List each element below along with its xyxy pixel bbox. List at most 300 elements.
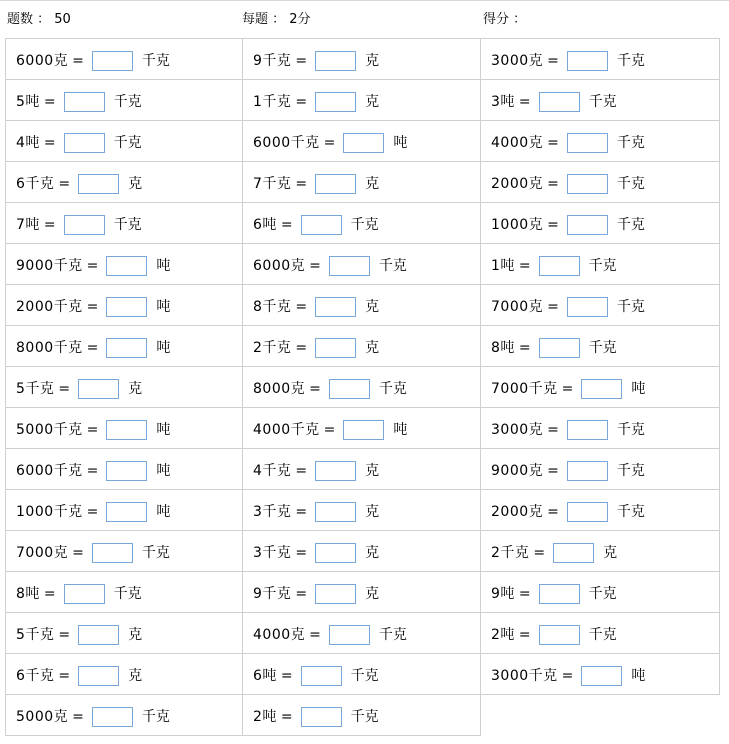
equals-sign: = (518, 340, 531, 356)
answer-input[interactable] (315, 338, 356, 358)
target-unit: 吨 (156, 504, 171, 520)
answer-input[interactable] (539, 256, 580, 276)
answer-input[interactable] (78, 666, 119, 686)
answer-input[interactable] (301, 215, 342, 235)
question-cell (481, 572, 720, 613)
question-cell (243, 244, 481, 285)
question-quantity: 8000克 (253, 381, 306, 397)
target-unit: 吨 (156, 258, 171, 274)
target-unit: 吨 (631, 668, 646, 684)
question-line (253, 51, 379, 71)
target-unit: 千克 (113, 94, 142, 110)
question-quantity: 3000克 (491, 53, 544, 69)
question-cell (481, 654, 720, 695)
equals-sign: = (86, 504, 99, 520)
question-quantity: 8吨 (16, 586, 40, 602)
equals-sign: = (518, 258, 531, 274)
question-line (16, 666, 142, 686)
answer-input[interactable] (106, 338, 147, 358)
answer-input[interactable] (106, 420, 147, 440)
question-quantity: 2000千克 (16, 299, 83, 315)
equals-sign: = (295, 545, 308, 561)
answer-input[interactable] (329, 625, 370, 645)
target-unit: 千克 (588, 627, 617, 643)
question-cell (243, 326, 481, 367)
question-cell (5, 613, 243, 654)
target-unit: 千克 (378, 258, 407, 274)
equals-sign: = (72, 709, 84, 725)
equals-sign: = (72, 53, 84, 69)
question-quantity: 4吨 (16, 135, 40, 151)
equals-sign: = (547, 53, 559, 69)
equals-sign: = (86, 422, 99, 438)
question-line (253, 461, 379, 481)
target-unit: 克 (365, 586, 380, 602)
equals-sign: = (309, 627, 321, 643)
question-quantity: 1吨 (491, 258, 515, 274)
answer-input[interactable] (567, 297, 608, 317)
question-cell (481, 531, 720, 572)
question-quantity: 2000克 (491, 176, 544, 192)
answer-input[interactable] (92, 51, 133, 71)
question-line (253, 707, 379, 727)
question-quantity: 6000千克 (253, 135, 320, 151)
question-line (16, 338, 170, 358)
equals-sign: = (58, 176, 71, 192)
question-quantity: 4千克 (253, 463, 292, 479)
question-quantity: 5000克 (16, 709, 69, 725)
question-line (253, 543, 379, 563)
answer-input[interactable] (567, 174, 608, 194)
answer-input[interactable] (315, 461, 356, 481)
question-line (491, 461, 645, 481)
answer-input[interactable] (315, 584, 356, 604)
answer-input[interactable] (567, 133, 608, 153)
question-quantity: 3000克 (491, 422, 544, 438)
question-quantity: 5吨 (16, 94, 40, 110)
target-unit: 千克 (616, 217, 645, 233)
question-cell (5, 326, 243, 367)
equals-sign: = (295, 586, 308, 602)
question-cell (481, 39, 720, 80)
question-quantity: 9千克 (253, 53, 292, 69)
question-line (253, 625, 407, 645)
target-unit: 千克 (141, 53, 170, 69)
question-quantity: 6000克 (253, 258, 306, 274)
question-cell (5, 80, 243, 121)
question-line (16, 625, 142, 645)
question-line (253, 584, 379, 604)
question-quantity: 2吨 (491, 627, 515, 643)
answer-input[interactable] (315, 502, 356, 522)
answer-input[interactable] (78, 174, 119, 194)
answer-input[interactable] (329, 256, 370, 276)
points-per-question-label: 每题 ： 2分 (242, 12, 311, 27)
answer-input[interactable] (78, 625, 119, 645)
target-unit: 吨 (393, 422, 408, 438)
question-cell (481, 203, 720, 244)
target-unit: 千克 (616, 176, 645, 192)
answer-input[interactable] (343, 133, 384, 153)
target-unit: 克 (365, 545, 380, 561)
answer-input[interactable] (64, 133, 105, 153)
equals-sign: = (561, 381, 574, 397)
answer-input[interactable] (106, 256, 147, 276)
equals-sign: = (280, 668, 293, 684)
question-cell (481, 162, 720, 203)
question-cell (243, 80, 481, 121)
question-quantity: 9千克 (253, 586, 292, 602)
question-cell (243, 695, 481, 736)
question-quantity: 8吨 (491, 340, 515, 356)
question-quantity: 6吨 (253, 668, 277, 684)
target-unit: 克 (128, 381, 143, 397)
equals-sign: = (323, 422, 336, 438)
question-cell (481, 408, 720, 449)
answer-input[interactable] (539, 92, 580, 112)
target-unit: 克 (128, 668, 143, 684)
question-quantity: 6千克 (16, 176, 55, 192)
target-unit: 千克 (141, 709, 170, 725)
question-cell (243, 203, 481, 244)
question-cell (481, 490, 720, 531)
equals-sign: = (43, 94, 56, 110)
target-unit: 吨 (393, 135, 408, 151)
question-quantity: 2千克 (491, 545, 530, 561)
answer-input[interactable] (92, 707, 133, 727)
question-line (491, 543, 617, 563)
target-unit: 克 (365, 94, 380, 110)
equals-sign: = (86, 340, 99, 356)
equals-sign: = (547, 463, 559, 479)
question-line (491, 338, 617, 358)
question-cell (243, 449, 481, 490)
question-cell (5, 531, 243, 572)
equals-sign: = (547, 299, 559, 315)
question-line (253, 379, 407, 399)
question-quantity: 7000克 (491, 299, 544, 315)
question-cell (5, 490, 243, 531)
question-line (16, 502, 170, 522)
target-unit: 吨 (156, 299, 171, 315)
target-unit: 克 (365, 340, 380, 356)
equals-sign: = (518, 94, 531, 110)
question-line (491, 420, 645, 440)
answer-input[interactable] (106, 297, 147, 317)
target-unit: 吨 (156, 463, 171, 479)
question-line (16, 133, 142, 153)
question-line (491, 215, 645, 235)
target-unit: 克 (365, 463, 380, 479)
question-line (253, 297, 379, 317)
answer-input[interactable] (567, 461, 608, 481)
question-line (491, 379, 645, 399)
question-cell (243, 613, 481, 654)
question-cell (5, 162, 243, 203)
question-cell (5, 285, 243, 326)
question-cell (5, 121, 243, 162)
answer-input[interactable] (106, 502, 147, 522)
answer-input[interactable] (539, 625, 580, 645)
equals-sign: = (323, 135, 336, 151)
question-cell (481, 80, 720, 121)
equals-sign: = (58, 627, 71, 643)
question-cell (243, 285, 481, 326)
question-cell (5, 367, 243, 408)
target-unit: 千克 (616, 422, 645, 438)
question-cell (243, 572, 481, 613)
question-cell (5, 39, 243, 80)
question-cell (5, 654, 243, 695)
question-line (16, 297, 170, 317)
question-quantity: 6吨 (253, 217, 277, 233)
question-quantity: 3吨 (491, 94, 515, 110)
question-quantity: 9000克 (491, 463, 544, 479)
answer-input[interactable] (539, 584, 580, 604)
question-quantity: 9000千克 (16, 258, 83, 274)
answer-input[interactable] (64, 92, 105, 112)
answer-input[interactable] (315, 51, 356, 71)
question-cell (243, 531, 481, 572)
question-cell (5, 203, 243, 244)
target-unit: 千克 (378, 381, 407, 397)
question-cell (481, 449, 720, 490)
target-unit: 吨 (631, 381, 646, 397)
equals-sign: = (295, 176, 308, 192)
target-unit: 千克 (113, 217, 142, 233)
target-unit: 千克 (113, 135, 142, 151)
question-line (491, 666, 645, 686)
question-quantity: 7000克 (16, 545, 69, 561)
equals-sign: = (43, 135, 56, 151)
question-line (491, 584, 617, 604)
target-unit: 克 (365, 176, 380, 192)
equals-sign: = (72, 545, 84, 561)
question-cell (243, 121, 481, 162)
target-unit: 千克 (350, 709, 379, 725)
target-unit: 千克 (616, 463, 645, 479)
target-unit: 千克 (616, 299, 645, 315)
equals-sign: = (295, 463, 308, 479)
question-cell (243, 490, 481, 531)
question-quantity: 2000克 (491, 504, 544, 520)
answer-input[interactable] (343, 420, 384, 440)
target-unit: 千克 (141, 545, 170, 561)
equals-sign: = (518, 586, 531, 602)
question-line (491, 133, 645, 153)
equals-sign: = (295, 340, 308, 356)
answer-input[interactable] (64, 215, 105, 235)
question-line (253, 215, 379, 235)
target-unit: 克 (365, 53, 380, 69)
question-line (253, 174, 379, 194)
question-quantity: 6千克 (16, 668, 55, 684)
equals-sign: = (561, 668, 574, 684)
question-cell (243, 654, 481, 695)
answer-input[interactable] (567, 420, 608, 440)
equals-sign: = (295, 53, 308, 69)
question-line (253, 256, 407, 276)
answer-input[interactable] (567, 215, 608, 235)
question-cell (5, 244, 243, 285)
question-quantity: 1千克 (253, 94, 292, 110)
question-line (491, 174, 645, 194)
question-line (16, 92, 142, 112)
question-cell (5, 449, 243, 490)
equals-sign: = (295, 94, 308, 110)
question-grid (5, 38, 720, 739)
question-line (253, 133, 407, 153)
question-cell (243, 162, 481, 203)
question-quantity: 4000千克 (253, 422, 320, 438)
question-quantity: 7吨 (16, 217, 40, 233)
question-line (16, 461, 170, 481)
question-quantity: 8000千克 (16, 340, 83, 356)
target-unit: 千克 (616, 135, 645, 151)
question-cell (5, 572, 243, 613)
equals-sign: = (86, 463, 99, 479)
question-quantity: 8千克 (253, 299, 292, 315)
target-unit: 千克 (616, 504, 645, 520)
target-unit: 克 (603, 545, 618, 561)
question-line (253, 502, 379, 522)
equals-sign: = (533, 545, 546, 561)
target-unit: 克 (365, 504, 380, 520)
equals-sign: = (547, 504, 559, 520)
worksheet-header (0, 0, 729, 39)
target-unit: 千克 (616, 53, 645, 69)
question-quantity: 6000千克 (16, 463, 83, 479)
question-line (253, 666, 379, 686)
target-unit: 千克 (588, 340, 617, 356)
answer-input[interactable] (301, 666, 342, 686)
question-quantity: 6000克 (16, 53, 69, 69)
equals-sign: = (295, 504, 308, 520)
question-line (491, 502, 645, 522)
target-unit: 吨 (156, 340, 171, 356)
question-line (16, 174, 142, 194)
equals-sign: = (547, 135, 559, 151)
target-unit: 克 (365, 299, 380, 315)
equals-sign: = (280, 709, 293, 725)
question-quantity: 3千克 (253, 545, 292, 561)
answer-input[interactable] (106, 461, 147, 481)
target-unit: 克 (128, 627, 143, 643)
question-quantity: 1000千克 (16, 504, 83, 520)
question-line (16, 420, 170, 440)
question-quantity: 5千克 (16, 627, 55, 643)
question-quantity: 4000克 (491, 135, 544, 151)
answer-input[interactable] (315, 543, 356, 563)
answer-input[interactable] (92, 543, 133, 563)
equals-sign: = (295, 299, 308, 315)
question-quantity: 3000千克 (491, 668, 558, 684)
question-line (16, 256, 170, 276)
equals-sign: = (58, 668, 71, 684)
question-cell (481, 367, 720, 408)
question-quantity: 2千克 (253, 340, 292, 356)
question-line (16, 379, 142, 399)
question-quantity: 7千克 (253, 176, 292, 192)
equals-sign: = (309, 381, 321, 397)
answer-input[interactable] (315, 297, 356, 317)
answer-input[interactable] (553, 543, 594, 563)
equals-sign: = (547, 422, 559, 438)
answer-input[interactable] (301, 707, 342, 727)
answer-input[interactable] (315, 92, 356, 112)
equals-sign: = (43, 586, 56, 602)
target-unit: 千克 (350, 668, 379, 684)
target-unit: 克 (128, 176, 143, 192)
target-unit: 千克 (588, 258, 617, 274)
question-cell (243, 367, 481, 408)
equals-sign: = (58, 381, 71, 397)
equals-sign: = (280, 217, 293, 233)
question-quantity: 5000千克 (16, 422, 83, 438)
target-unit: 千克 (588, 586, 617, 602)
question-line (253, 338, 379, 358)
answer-input[interactable] (581, 379, 622, 399)
target-unit: 千克 (588, 94, 617, 110)
question-quantity: 2吨 (253, 709, 277, 725)
question-cell (481, 285, 720, 326)
question-line (16, 543, 170, 563)
question-count-label: 题数 ： 50 (7, 12, 71, 27)
answer-input[interactable] (567, 502, 608, 522)
answer-input[interactable] (581, 666, 622, 686)
question-cell (481, 121, 720, 162)
question-quantity: 4000克 (253, 627, 306, 643)
question-quantity: 9吨 (491, 586, 515, 602)
answer-input[interactable] (539, 338, 580, 358)
equals-sign: = (518, 627, 531, 643)
question-cell (481, 244, 720, 285)
equals-sign: = (43, 217, 56, 233)
answer-input[interactable] (567, 51, 608, 71)
target-unit: 吨 (156, 422, 171, 438)
answer-input[interactable] (329, 379, 370, 399)
question-cell (481, 613, 720, 654)
question-cell (5, 695, 243, 736)
question-line (16, 51, 170, 71)
question-line (491, 625, 617, 645)
question-quantity: 3千克 (253, 504, 292, 520)
question-line (253, 420, 407, 440)
question-quantity: 1000克 (491, 217, 544, 233)
target-unit: 千克 (113, 586, 142, 602)
answer-input[interactable] (78, 379, 119, 399)
question-quantity: 5千克 (16, 381, 55, 397)
question-cell (481, 326, 720, 367)
target-unit: 千克 (378, 627, 407, 643)
equals-sign: = (86, 299, 99, 315)
question-line (253, 92, 379, 112)
answer-input[interactable] (315, 174, 356, 194)
equals-sign: = (547, 217, 559, 233)
question-line (16, 584, 142, 604)
question-line (491, 51, 645, 71)
equals-sign: = (547, 176, 559, 192)
question-line (491, 297, 645, 317)
question-cell (5, 408, 243, 449)
equals-sign: = (86, 258, 99, 274)
question-cell (243, 408, 481, 449)
question-line (16, 215, 142, 235)
target-unit: 千克 (350, 217, 379, 233)
answer-input[interactable] (64, 584, 105, 604)
question-cell (243, 39, 481, 80)
equals-sign: = (309, 258, 321, 274)
